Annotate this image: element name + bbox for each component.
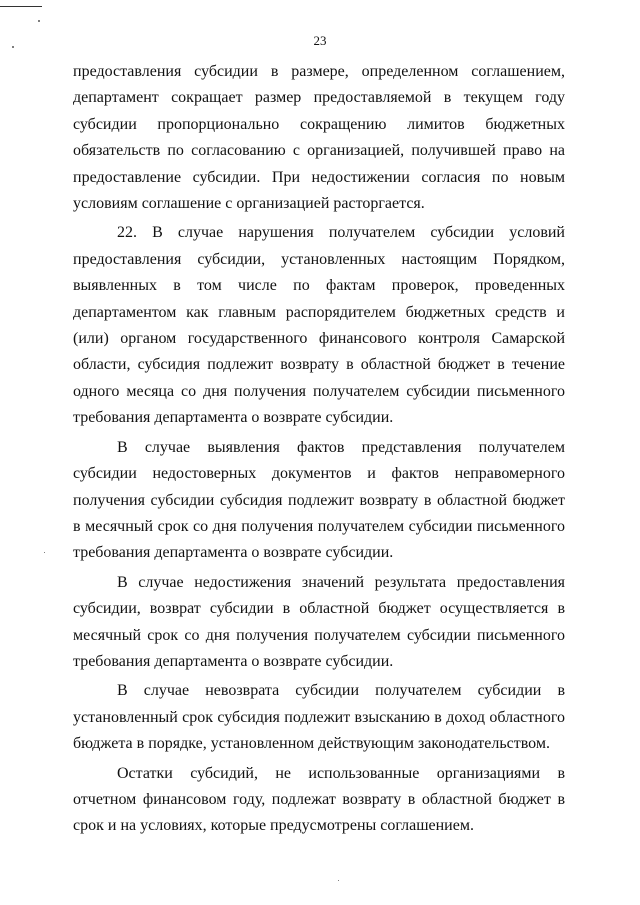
scan-speck (38, 20, 40, 22)
paragraph-unused-balances: Остатки субсидий, не использованные организациями в отчетном финансовом году, подлежат возврату в областной бюджет в срок и на условиях, которые предусмотрены соглашением. (73, 764, 565, 835)
paragraph-non-return: В случае невозврата субсидии получателем субсидии в установленный срок субсидия подлежит взысканию в доход областного бюджета в порядке, установленном действующим законодательством. (73, 682, 565, 753)
paragraph-false-documents: В случае выявления фактов представления получателем субсидии недостоверных документов и фактов неправомерного получения субсидии субсидия подлежит возврату в областной бюджет в месячный срок со дня получения получателем субсидии письменного требования департамента о возврате субсидии. (73, 438, 565, 562)
scan-speck (338, 880, 339, 881)
page-number: 23 (313, 33, 327, 48)
paragraph-clause-22: 22. В случае нарушения получателем субсидии условий предоставления субсидии, установленных настоящим Порядком, выявленных в том числе по фактам проверок, проведенных департаментом как главным распорядителем бюджетных средств и (или) органом государственного финансового контроля Самарской области, субсидия подлежит возврату в областной бюджет в течение одного месяца со дня получения получателем субсидии письменного требования департамента о возврате субсидии. (73, 224, 565, 427)
paragraph-continuation: предоставления субсидии в размере, определенном соглашением, департамент сокращает размер предоставляемой в текущем году субсидии пропорционально сокращению лимитов бюджетных обязательств по согласованию с организацией, получившей право на предоставление субсидии. При недостижении согласия по новым условиям соглашение с организацией расторгается. (73, 63, 565, 213)
scan-speck (44, 552, 45, 553)
paragraph-result-not-achieved: В случае недостижения значений результата предоставления субсидии, возврат субсидии в областной бюджет осуществляется в месячный срок со дня получения получателем субсидии письменного требования департамента о возврате субсидии. (73, 573, 565, 670)
body-text (73, 59, 565, 840)
scan-artifact-line (0, 6, 42, 7)
